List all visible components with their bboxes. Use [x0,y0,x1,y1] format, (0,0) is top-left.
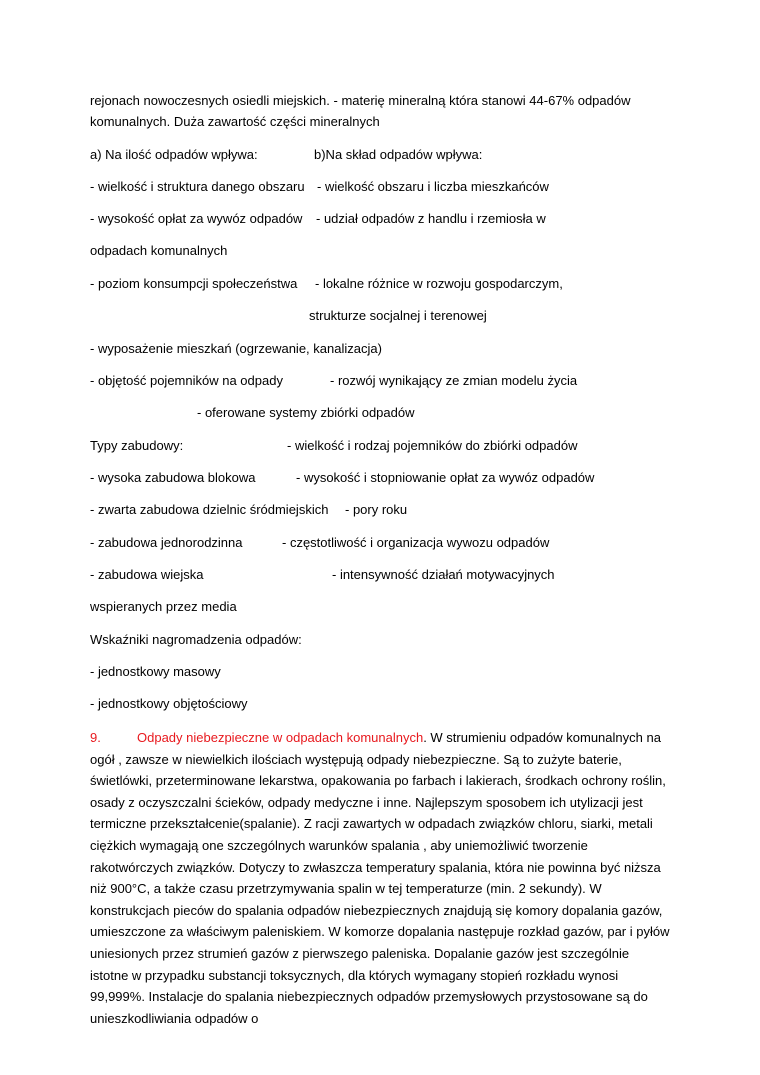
list-a-item: - wysokość opłat za wywóz odpadów [90,211,303,226]
list-b-heading: b)Na skład odpadów wpływa: [314,147,483,162]
section-title: Odpady niebezpieczne w odpadach komunalnych [137,730,424,745]
building-type-item: - zwarta zabudowa dzielnic śródmiejskich [90,502,329,517]
list-b-item-continuation: wspieranych przez media [90,599,237,614]
list-b-item: - intensywność działań motywacyjnych [332,567,555,582]
building-type-item: - zabudowa wiejska [90,567,204,582]
list-b-item: - oferowane systemy zbiórki odpadów [197,405,415,420]
indicators-heading: Wskaźniki nagromadzenia odpadów: [90,632,302,647]
list-b-item: - wielkość obszaru i liczba mieszkańców [317,179,549,194]
list-b-item: - pory roku [345,502,408,517]
list-a-item: - wielkość i struktura danego obszaru [90,179,305,194]
section-9-paragraph [90,727,670,1029]
building-type-item: - zabudowa jednorodzinna [90,535,243,550]
text-line: rejonach nowoczesnych osiedli miejskich. - materię mineralną która stanowi 44-67% odpadów [90,93,631,108]
list-a-item: - wyposażenie mieszkań (ogrzewanie, kanalizacja) [90,341,382,356]
list-b-item: - rozwój wynikający ze zmian modelu życia [330,373,578,388]
list-b-item: - wielkość i rodzaj pojemników do zbiórki odpadów [287,438,578,453]
list-b-item-continuation: strukturze socjalnej i terenowej [309,308,487,323]
indicator-item: - jednostkowy objętościowy [90,696,248,711]
building-type-item: - wysoka zabudowa blokowa [90,470,256,485]
section-body: . W strumieniu odpadów komunalnych na ogół , zawsze w niewielkich ilościach występują odpady niebezpieczne. Są to zużyte baterie, świetlówki, przeterminowane lekarstwa, opakowania po farbach i lakierach, środkach ochrony roślin, osady z oczyszczalni ścieków, odpady medyczne i inne. Najlepszym sposobem ich utylizacji jest termiczne przekształcenie(spalanie). Z racji zawartych w odpadach związków chloru, siarki, metali ciężkich wymagają one szczególnych warunków spalania , aby uniemożliwić tworzenie rakotwórczych związków. Dotyczy to zwłaszcza temperatury spalania, która nie powinna być niższa niż 900°C, a także czasu przetrzymywania spalin w tej temperaturze (min. 2 sekundy). W konstrukcjach pieców do spalania odpadów niebezpiecznych znajdują się komory dopalania gazów, umieszczone za właściwym paleniskiem. W komorze dopalania następuje rozkład gazów, par i pyłów uniesionych przez strumień gazów z pierwszego paleniska. Dopalanie gazów jest szczególnie istotne w przypadku substancji toksycznych, dla których wymagany stopień rozkładu wynosi 99,999%. Instalacje do spalania niebezpiecznych odpadów przemysłowych przystosowane są do unieszkodliwiania odpadów o [90,730,670,1026]
list-b-item: - udział odpadów z handlu i rzemiosła w [316,211,546,226]
section-number: 9. [90,730,101,745]
building-types-heading: Typy zabudowy: [90,438,184,453]
list-b-item: - częstotliwość i organizacja wywozu odpadów [282,535,550,550]
list-a-item: - poziom konsumpcji społeczeństwa [90,276,298,291]
text-line: komunalnych. Duża zawartość części mineralnych [90,114,380,129]
list-b-item-continuation: odpadach komunalnych [90,243,228,258]
list-a-heading: a) Na ilość odpadów wpływa: [90,147,258,162]
indicator-item: - jednostkowy masowy [90,664,221,679]
list-a-item: - objętość pojemników na odpady [90,373,283,388]
list-b-item: - wysokość i stopniowanie opłat za wywóz odpadów [296,470,595,485]
list-b-item: - lokalne różnice w rozwoju gospodarczym, [315,276,563,291]
